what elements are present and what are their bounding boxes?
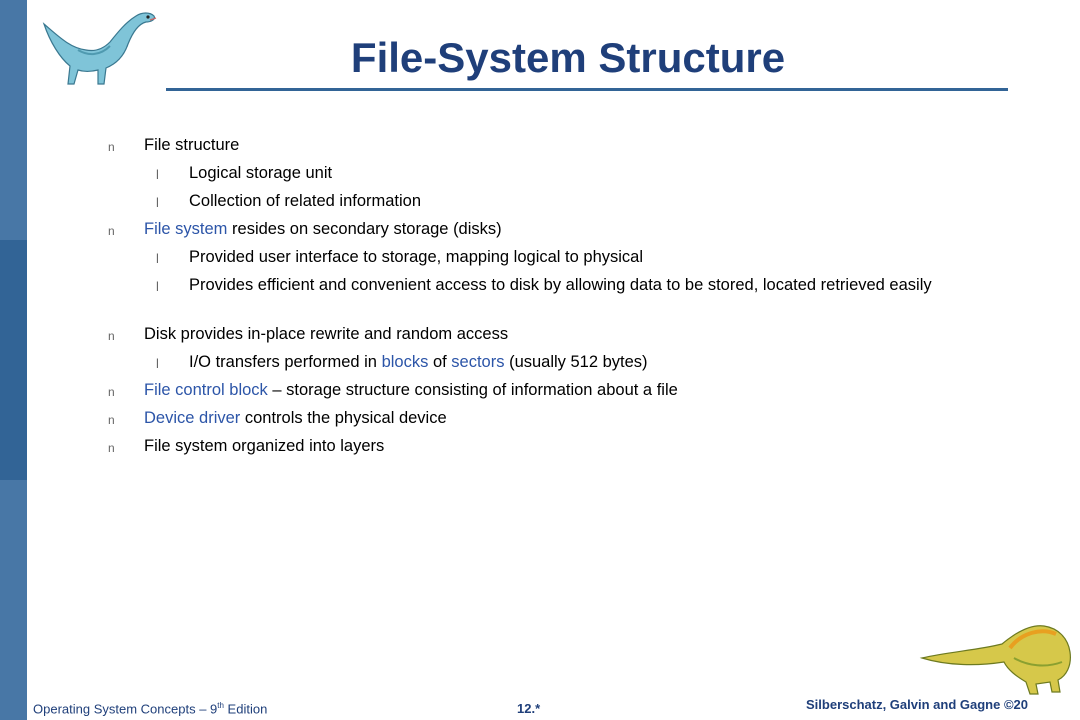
highlight-term: sectors <box>451 353 505 371</box>
bullet-file-system-storage: File system resides on secondary storage (disks) <box>144 220 502 238</box>
bullet-marker: n <box>108 413 115 427</box>
footer-page-number: 12.* <box>517 701 541 716</box>
footer-authors: Silberschatz, Galvin and Gagne ©20 <box>806 697 1028 712</box>
bullet-marker: n <box>108 140 115 154</box>
footer-book-title: Operating System Concepts – 9th Edition <box>33 701 268 717</box>
bullet-file-structure: File structure <box>144 136 240 154</box>
highlight-term: Device driver <box>144 409 241 427</box>
bullet-layers: File system organized into layers <box>144 437 385 455</box>
sub-bullet-marker: l <box>156 195 159 210</box>
dinosaur-logo-bottom <box>918 618 1076 698</box>
sub-bullet-marker: l <box>156 167 159 182</box>
highlight-term: File control block <box>144 381 268 399</box>
bullet-file-control-block: File control block – storage structure consisting of information about a file <box>144 381 678 399</box>
highlight-term: blocks <box>381 353 429 371</box>
bullet-device-driver: Device driver controls the physical device <box>144 409 447 427</box>
sub-bullet-related-info: Collection of related information <box>189 192 422 210</box>
sub-bullet-io-transfers: I/O transfers performed in blocks of sectors (usually 512 bytes) <box>189 353 648 371</box>
sub-bullet-marker: l <box>156 279 159 294</box>
slide-title: File-System Structure <box>350 34 786 81</box>
bullet-marker: n <box>108 224 115 238</box>
highlight-term: File system <box>144 220 228 238</box>
bullet-marker: n <box>108 329 115 343</box>
bullet-marker: n <box>108 441 115 455</box>
sub-bullet-efficient-access: Provides efficient and convenient access to disk by allowing data to be stored, located retrieved easily <box>189 276 932 294</box>
sub-bullet-user-interface: Provided user interface to storage, mapping logical to physical <box>189 248 643 266</box>
bullet-marker: n <box>108 385 115 399</box>
sub-bullet-logical-storage: Logical storage unit <box>189 164 333 182</box>
sub-bullet-marker: l <box>156 251 159 266</box>
bullet-disk-rewrite: Disk provides in-place rewrite and random access <box>144 325 509 343</box>
sub-bullet-marker: l <box>156 356 159 371</box>
